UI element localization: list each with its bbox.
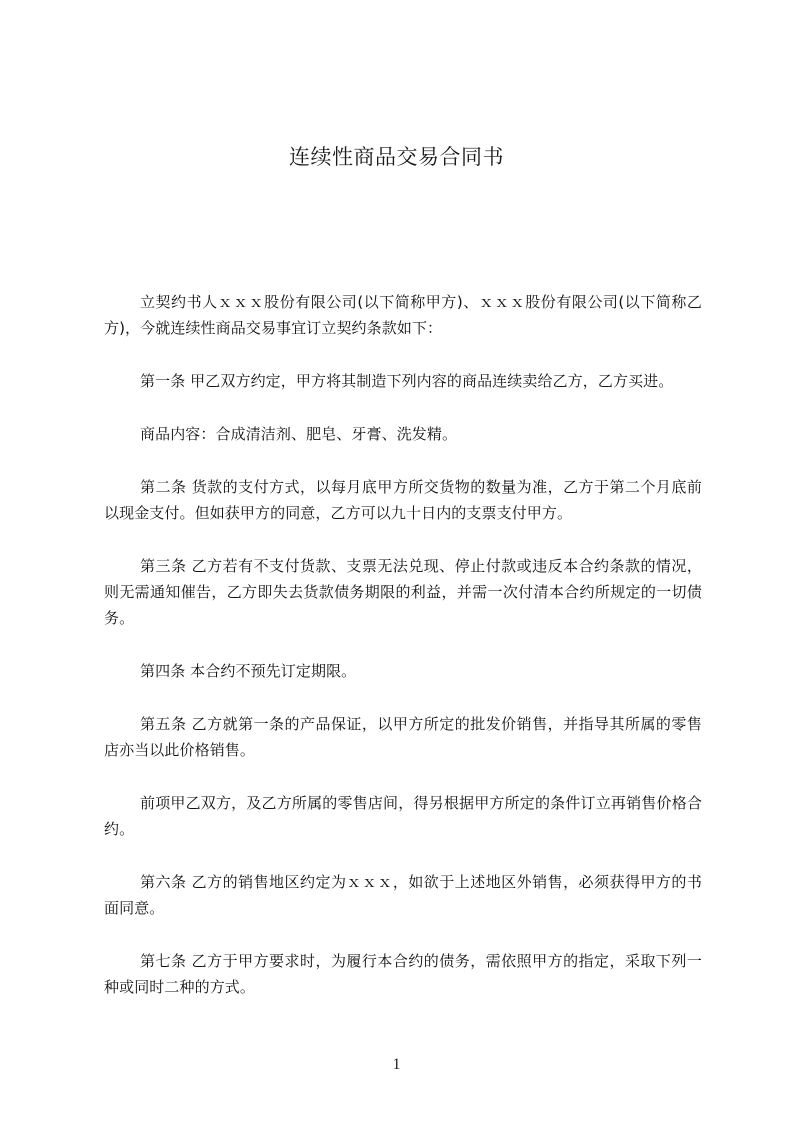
paragraph-article-5-resale: 前项甲乙双方，及乙方所属的零售店间，得另根据甲方所定的条件订立再销售价格合约。	[104, 794, 702, 838]
paragraph-article-6: 第六条 乙方的销售地区约定为ｘｘｘ，如欲于上述地区外销售，必须获得甲方的书面同意。	[104, 873, 702, 917]
paragraph-goods-content: 商品内容：合成清洁剂、肥皂、牙膏、洗发精。	[140, 425, 458, 443]
paragraph-preamble: 立契约书人ｘｘｘ股份有限公司(以下简称甲方)、ｘｘｘ股份有限公司(以下简称乙方)，今就连续性商品交易事宜订立契约条款如下：	[104, 293, 702, 337]
document-body	[104, 289, 702, 1027]
paragraph-article-5: 第五条 乙方就第一条的产品保证，以甲方所定的批发价销售，并指导其所属的零售店亦当以此价格销售。	[104, 715, 702, 759]
paragraph-article-3: 第三条 乙方若有不支付货款、支票无法兑现、停止付款或违反本合约条款的情况，则无需通知催告，乙方即失去货款债务期限的利益，并需一次付清本合约所规定的一切债务。	[104, 557, 702, 627]
page-number: 1	[392, 1056, 401, 1073]
paragraph-article-7: 第七条 乙方于甲方要求时，为履行本合约的债务，需依照甲方的指定，采取下列一种或同时二种的方式。	[104, 952, 702, 996]
paragraph-article-4: 第四条 本合约不预先订定期限。	[140, 662, 357, 680]
paragraph-article-1: 第一条 甲乙双方约定，甲方将其制造下列内容的商品连续卖给乙方，乙方买进。	[140, 372, 674, 390]
document-title: 连续性商品交易合同书	[289, 145, 504, 169]
paragraph-article-2: 第二条 货款的支付方式，以每月底甲方所交货物的数量为准，乙方于第二个月底前以现金支付。但如获甲方的同意，乙方可以九十日内的支票支付甲方。	[104, 478, 702, 522]
